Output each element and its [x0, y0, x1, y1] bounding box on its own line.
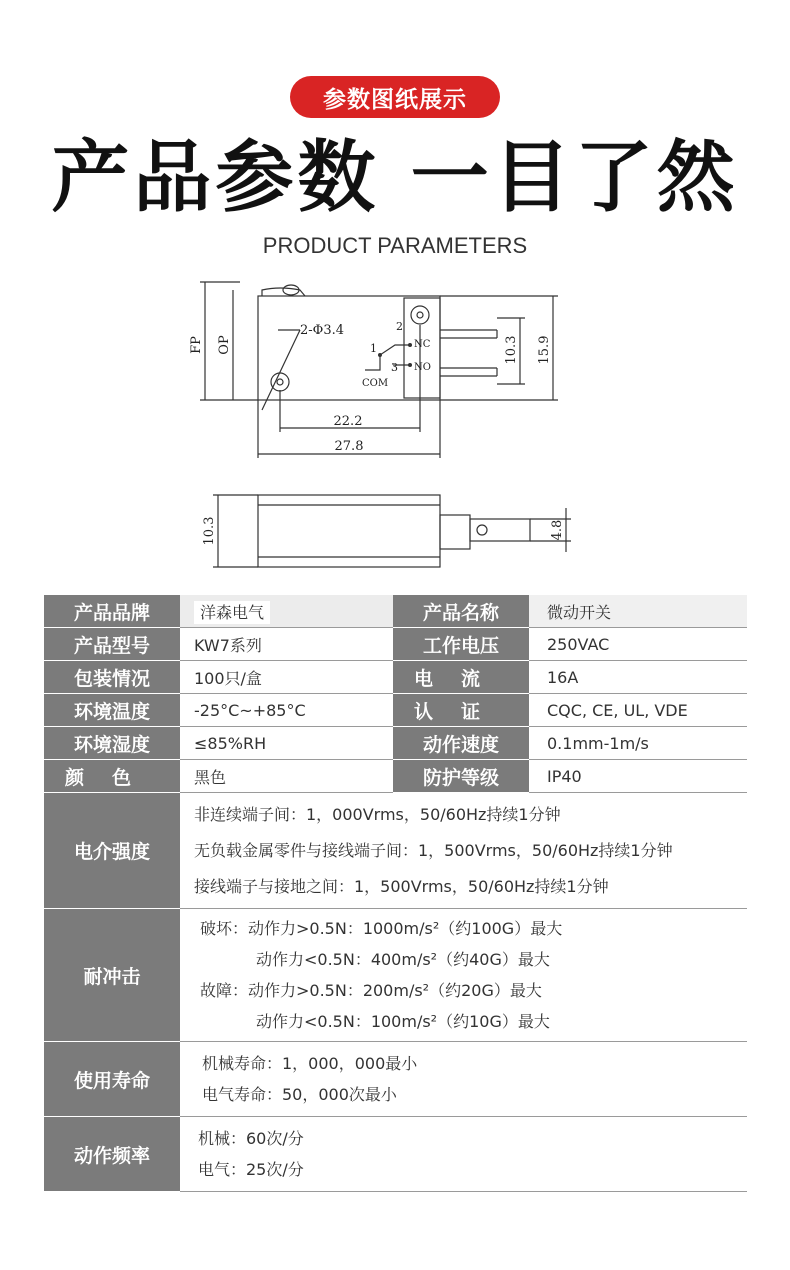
- life-values: [180, 1042, 747, 1117]
- hole-label: 2-Φ3.4: [300, 323, 344, 338]
- package-label: 包装情况: [44, 661, 180, 694]
- certification-value: CQC, CE, UL, VDE: [529, 694, 747, 727]
- humidity-value: ≤85%RH: [180, 727, 393, 760]
- dim-15-9: 15.9: [537, 335, 552, 365]
- pin-1-label: 1: [370, 342, 377, 355]
- voltage-value: 250VAC: [529, 628, 747, 661]
- table-row: [44, 727, 747, 760]
- schematic-com: [365, 355, 380, 370]
- dim-op: OP: [217, 335, 232, 355]
- frequency-label: 动作频率: [44, 1117, 180, 1192]
- dim-22-2: 22.2: [333, 414, 363, 429]
- dielectric-line: 非连续端子间：1，000Vrms，50/60Hz持续1分钟: [194, 804, 561, 824]
- section-badge: 参数图纸展示: [290, 76, 500, 118]
- pin-3-label: 3: [391, 361, 398, 374]
- dielectric-line: 接线端子与接地之间：1，500Vrms，50/60Hz持续1分钟: [194, 876, 609, 896]
- protection-value: IP40: [529, 760, 747, 793]
- mounting-hole-right: [411, 306, 429, 324]
- shock-line: 故障：动作力>0.5N：200m/s²（约20G）最大: [200, 981, 542, 1000]
- table-row: [44, 595, 747, 628]
- dielectric-label: 电介强度: [44, 793, 180, 909]
- dimension-drawing: [185, 268, 585, 588]
- table-row: [44, 1042, 747, 1117]
- frequency-line: 电气：25次/分: [198, 1160, 304, 1179]
- actuator-button: [283, 285, 299, 295]
- table-row: [44, 694, 747, 727]
- current-label: 电流: [393, 661, 529, 694]
- protection-label: 防护等级: [393, 760, 529, 793]
- model-value: KW7系列: [180, 628, 393, 661]
- temperature-label: 环境温度: [44, 694, 180, 727]
- schematic-nc: [380, 345, 410, 355]
- life-label: 使用寿命: [44, 1042, 180, 1117]
- product-name-value: 微动开关: [529, 595, 747, 628]
- voltage-label: 工作电压: [393, 628, 529, 661]
- side-view-body: [258, 495, 440, 567]
- nc-label: NC: [414, 339, 431, 350]
- package-value: 100只/盒: [180, 661, 393, 694]
- mounting-hole-left: [271, 373, 289, 391]
- life-line: 机械寿命：1，000，000最小: [202, 1054, 418, 1073]
- dielectric-line: 无负载金属零件与接线端子间：1，500Vrms，50/60Hz持续1分钟: [194, 840, 673, 860]
- side-dim-10-3: 10.3: [202, 516, 217, 546]
- color-label: 颜色: [44, 760, 180, 793]
- brand-label: 产品品牌: [44, 595, 180, 628]
- shock-line: 动作力<0.5N：400m/s²（约40G）最大: [256, 950, 550, 969]
- table-row: [44, 760, 747, 793]
- speed-label: 动作速度: [393, 727, 529, 760]
- table-row: [44, 1117, 747, 1192]
- shock-label: 耐冲击: [44, 909, 180, 1042]
- side-view-terminal: [440, 515, 470, 549]
- table-row: [44, 909, 747, 1042]
- product-name-label: 产品名称: [393, 595, 529, 628]
- side-dim-4-8: 4.8: [550, 519, 565, 541]
- shock-line: 破坏：动作力>0.5N：1000m/s²（约100G）最大: [200, 919, 563, 938]
- no-label: NO: [414, 362, 431, 373]
- table-row: [44, 661, 747, 694]
- certification-label: 认证: [393, 694, 529, 727]
- dim-10-3: 10.3: [504, 335, 519, 365]
- humidity-label: 环境湿度: [44, 727, 180, 760]
- pin-2-label: 2: [396, 320, 403, 333]
- shock-line: 动作力<0.5N：100m/s²（约10G）最大: [256, 1012, 550, 1031]
- page-subtitle: PRODUCT PARAMETERS: [262, 233, 528, 258]
- brand-value: 洋森电气: [180, 595, 393, 628]
- com-label: COM: [362, 378, 389, 389]
- table-row: [44, 793, 747, 909]
- frequency-values: [180, 1117, 747, 1192]
- dim-27-8: 27.8: [334, 439, 364, 454]
- spec-table: [44, 595, 747, 1192]
- temperature-value: -25°C~+85°C: [180, 694, 393, 727]
- current-value: 16A: [529, 661, 747, 694]
- dielectric-values: [180, 793, 747, 909]
- table-row: [44, 628, 747, 661]
- switch-body-outline: [258, 296, 440, 400]
- life-line: 电气寿命：50，000次最小: [202, 1085, 397, 1104]
- page-title: 产品参数 一目了然: [51, 133, 739, 223]
- frequency-line: 机械：60次/分: [198, 1129, 304, 1148]
- speed-value: 0.1mm-1m/s: [529, 727, 747, 760]
- model-label: 产品型号: [44, 628, 180, 661]
- color-value: 黑色: [180, 760, 393, 793]
- dim-fp: FP: [189, 336, 204, 354]
- shock-values: [180, 909, 747, 1042]
